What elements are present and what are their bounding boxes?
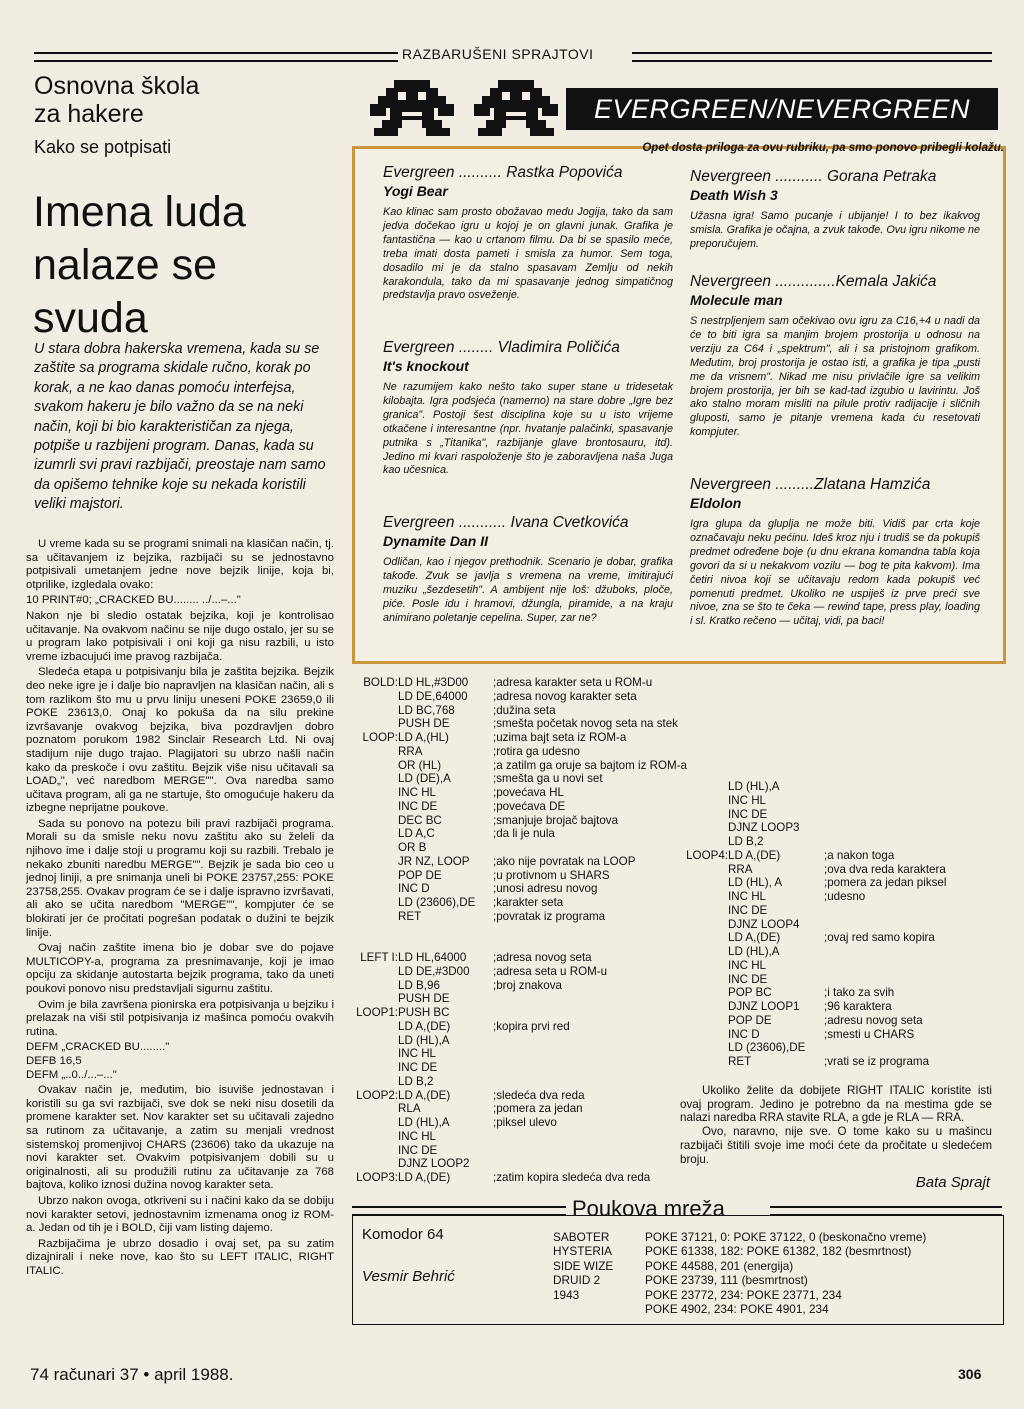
code-label — [680, 931, 728, 945]
code-label — [340, 759, 398, 773]
code-comment — [493, 1006, 687, 1020]
code-line — [398, 924, 475, 938]
code-comment: ;adresa karakter seta u ROM-u — [493, 676, 653, 689]
code-comment — [824, 835, 946, 849]
code-label — [680, 959, 728, 973]
code-comment: ;smesti u CHARS — [824, 1027, 915, 1041]
review-head: Evergreen ........... Ivana Cvetkovića — [383, 514, 629, 531]
code-line: INC HL — [398, 1129, 437, 1143]
review-item — [383, 164, 673, 303]
review-item — [383, 514, 673, 626]
code-label — [680, 1000, 728, 1014]
sprite-icon — [366, 80, 458, 136]
code-comment — [493, 1061, 687, 1075]
code-comment: ;povećava HL — [493, 786, 564, 799]
code-label — [340, 800, 398, 814]
sprite-icon — [470, 80, 562, 136]
poukova-games — [553, 1230, 613, 1302]
code-label — [340, 1075, 398, 1089]
code-comment: ;piksel ulevo — [493, 1116, 557, 1129]
review-text: Odličan, kao i njegov prethodnik. Scenario je dobar, grafika takođe. Zvuk se javlja s vremena na vreme, imitirajući muziku „šezdesetih". A ambijent nije loš: džuboks, ploče, piće. Posle idu i hramovi, džungla, piramide, a na kraju animirano poletanje cepelina. Super, zar ne? — [383, 556, 673, 624]
code-label: BOLD: — [363, 676, 398, 689]
code-label — [680, 973, 728, 987]
code-line: LD A,C — [398, 827, 435, 841]
code-comment — [824, 945, 946, 959]
review-title: Molecule man — [690, 292, 783, 308]
review-text: Užasna igra! Samo pucanje i ubijanje! I to bez ikakvog smisla. Grafika je očajna, a zvuk takođe. Ovu igru nikome ne preporučujem. — [690, 210, 980, 250]
code-label — [680, 808, 728, 822]
code-line: INC DE — [728, 807, 768, 821]
body-paragraph: Sledeća etapa u potpisivanju bila je zaštita bejzika. Bejzik deo neke igre je i dalje bio napravljen na klasičan način, ali s tom razlikom što mu u prvu liniju uneseni POKE 23659,0 ili POKE 23613,0. Onaj ko pokuša da na silu prekine izvršavanje ovakvog bejzika, biva pozdravljen dobro poznatom porukom 1982 Sinclair Research Ltd. Ni ovaj stadijum nije dugo trajao. Plagijatori su ubrzo našli način kako da preskoče i ovu zaštitu. Bejzik više nisu učitavali sa LOAD„", već naredbom MERGE"". Ova naredba samo učitava program, ali ga ne startuje, što omogućuje hakeru da izbegne neprijatne poukove. — [26, 666, 334, 815]
reviews-note: Opet dosta priloga za ovu rubriku, pa smo ponovo pribegli kolažu. — [642, 142, 1004, 154]
code-label — [340, 704, 398, 718]
code-label — [340, 827, 398, 841]
code-comment: ;adresa novog karakter seta — [493, 689, 637, 703]
article-subtitle: Kako se potpisati — [34, 137, 172, 157]
code-line: LD B,96 — [398, 978, 440, 992]
code-comment: ;dužina seta — [493, 703, 556, 717]
code-comment: ;kopira prvi red — [493, 1019, 570, 1033]
code-comment: ;povećava DE — [493, 799, 566, 813]
code-label — [680, 780, 728, 794]
code-label — [340, 1130, 398, 1144]
code-comment — [824, 808, 946, 822]
poke-line: POKE 4902, 234: POKE 4901, 234 — [645, 1302, 829, 1317]
code-label — [680, 1028, 728, 1042]
poukova-title: Poukova mreža — [566, 1196, 731, 1222]
code-comment: ;zatim kopira sledeća dva reda — [493, 1171, 651, 1184]
code-label — [340, 855, 398, 869]
code-label — [340, 910, 398, 924]
code-line: INC HL — [728, 890, 767, 903]
code-comment: ;unosi adresu novog — [493, 882, 598, 896]
code-label: LOOP: — [362, 731, 398, 744]
body-paragraph: Ovim je bila završena pionirska era potpisivanja u bejziku i prelazak na viši stil potpisivanja iz mašinca pomoću ovakvih rutina. — [26, 998, 334, 1038]
code-line: LD A,(DE) — [398, 1088, 451, 1102]
code-line: LD (HL), A — [728, 876, 783, 890]
code-comment — [493, 937, 687, 951]
body-code: 10 PRINT#0; „CRACKED BU........ ../...–..." — [26, 594, 241, 607]
review-text: Igra glupa da gluplja ne može biti. Vidiš par crta koje označavaju neku pećinu. Ideš kroz nju i trudiš se da pokupiš predmet određene boje (u dnu ekrana komandna tabla koja govori da si u nekakvom vozilu — bog te pita kakvom). Ima četiri nivoa koji se učitavaju redom kada pokupiš već pomenuti predmet. Ukoliko ne uspiješ iz prve preći sve nivoe, zna se što te čeka — rewind tape, press play, loading i sl. Kratko rečeno — učitaj, vidi, pa baci! — [690, 518, 980, 628]
code-line: INC HL — [728, 793, 767, 807]
code-line: LD B,2 — [398, 1074, 434, 1088]
code-label — [340, 992, 398, 1006]
code-comment — [493, 1130, 687, 1144]
code-line: RRA — [398, 744, 423, 758]
code-line: POP BC — [728, 986, 772, 1000]
closing-paragraph: Ovo, naravno, nije sve. O tome kako su u mašincu razbijači štitili svoje ime moći ćete da pročitate u sledećem broju. — [680, 1125, 992, 1166]
code-label — [340, 1061, 398, 1075]
code-label — [680, 863, 728, 877]
game-name: SIDE WIZE — [553, 1258, 614, 1273]
section-name: RAZBARUŠENI SPRAJTOVI — [398, 46, 598, 62]
article-lead: U stara dobra hakerska vremena, kada su se zaštite sa programa skidale ručno, korak po korak, a ne kao danas pomoću interfejsa, svakom hakeru je bilo važno da se na neki način, koji bi bio karakterističan za njega, potpiše u razbijeni program. Danas, kada su izumrli svi pravi razbijači, preostaje nam samo da opišemo tehnike koje su nekada koristili veliki majstori. — [34, 341, 326, 513]
poke-line: POKE 23739, 111 (besmrtnost) — [645, 1273, 808, 1288]
listing1-comments — [493, 676, 687, 1185]
code-comment — [824, 1041, 946, 1055]
code-line: PUSH BC — [398, 1006, 450, 1019]
poukova-pokes — [645, 1230, 926, 1316]
code-label — [340, 717, 398, 731]
code-comment — [493, 1157, 687, 1171]
poukova-machine: Komodor 64 — [362, 1226, 444, 1243]
poke-line: POKE 37121, 0: POKE 37122, 0 (beskonačno vreme) — [645, 1230, 927, 1244]
code-comment: ;a zatilm ga oruje sa bajtom iz ROM-a — [493, 758, 687, 772]
code-line: INC DE — [398, 1061, 438, 1074]
code-label: LOOP4: — [686, 848, 728, 862]
code-line: LD (HL),A — [728, 780, 780, 793]
game-name: HYSTERIA — [553, 1244, 612, 1259]
body-paragraph: Razbijačima je ubrzo dosadio i ovaj set, pa su zatim dizajnirali i neke nove, kao što su LEFT ITALIC, RIGHT ITALIC. — [26, 1237, 334, 1277]
code-line: INC HL — [728, 958, 767, 972]
review-item — [383, 339, 673, 478]
code-comment: ;adresu novog seta — [824, 1013, 923, 1027]
code-comment: ;ako nije povratak na LOOP — [493, 854, 636, 868]
review-head: Evergreen ........ Vladimira Poličića — [383, 339, 620, 356]
code-comment — [493, 992, 687, 1006]
code-comment: ;smanjuje brojač bajtova — [493, 813, 619, 827]
code-label — [340, 745, 398, 759]
game-name: 1943 — [553, 1287, 580, 1302]
code-comment: ;96 karaktera — [824, 1000, 892, 1013]
body-paragraph: Ubrzo nakon ovoga, otkriveni su i načini kako da se dobiju novi karakter setovi, jednostavnim izmenama onog iz ROM-a. Jedan od tih je i BOLD, čiji vam listing dajemo. — [26, 1194, 334, 1235]
code-line: INC HL — [398, 1047, 437, 1061]
code-comment — [493, 1047, 687, 1061]
closing-text — [680, 1084, 992, 1166]
game-name: DRUID 2 — [553, 1273, 601, 1288]
closing-paragraph: Ukoliko želite da dobijete RIGHT ITALIC koristite isti ovaj program. Jedino je potrebno da na mestima gde se nalazi naredba RRA stavite RLA, a gde je RLA — RRA. — [680, 1084, 992, 1125]
code-comment: ;povratak iz programa — [493, 909, 606, 923]
code-label — [340, 1020, 398, 1034]
code-comment: ;udesno — [824, 890, 866, 903]
code-line: LD A,(DE) — [398, 1171, 451, 1184]
code-label — [680, 986, 728, 1000]
code-line: LD HL,#3D00 — [398, 676, 469, 689]
article-kicker: Osnovna škola za hakere — [34, 72, 200, 128]
code-label — [680, 876, 728, 890]
review-item — [690, 273, 980, 440]
code-comment — [493, 1034, 687, 1048]
code-label — [340, 965, 398, 979]
code-label — [340, 924, 398, 938]
review-head: Evergreen .......... Rastka Popovića — [383, 164, 623, 181]
code-label — [340, 979, 398, 993]
code-line: LD (23606),DE — [728, 1041, 806, 1055]
article-body — [26, 538, 334, 1280]
code-label — [340, 1144, 398, 1158]
code-label: LOOP1: — [356, 1006, 398, 1019]
code-comment: ;i tako za svih — [824, 986, 895, 1000]
review-head: Nevergreen ..............Kemala Jakića — [690, 273, 937, 290]
code-label — [340, 814, 398, 828]
code-line: PUSH DE — [398, 992, 450, 1006]
code-line: PUSH DE — [398, 717, 450, 731]
code-line: RET — [728, 1055, 752, 1068]
code-line: INC HL — [398, 786, 437, 799]
code-comment — [493, 924, 687, 938]
code-label — [340, 1116, 398, 1130]
header-rule-right — [632, 52, 992, 62]
code-line: INC DE — [398, 799, 438, 813]
body-paragraph: Sada su ponovo na potezu bili pravi razbijači programa. Morali su da smisle neku novu zaštitu ako su želeli da njihovo ime i dalje stoji u programu koji su razbili. Trebalo je nekako zbuniti naredbu MERGE"". Bejzik je sada bio ceo u jednoj liniji, a pre snimanja uneli bi POKE 23757,255: POKE 23758,255. Ovakav program će se i dalje ispravno izvršavati, ali ako se učita naredbom "MERGE"", kompjuter će se blokirati jer će pročitati pogrešan podatak o dužini te bejzik linije. — [26, 817, 334, 939]
code-comment: ;karakter seta — [493, 896, 564, 909]
listing1-instructions — [398, 676, 475, 1185]
code-line: DEC BC — [398, 813, 442, 827]
body-paragraph: Ovaj način zaštite imena bio je dobar sve do pojave MULTICOPY-a, programa za presnimavanje, koji je imao opciju za skidanje autostarta bejzik programa, tako da uneti poukovi ponovo nisu predstavljali sigurnu zaštitu. — [26, 942, 334, 995]
code-label — [680, 945, 728, 959]
code-label — [340, 772, 398, 786]
header-rule-left — [34, 52, 398, 62]
code-comment: ;pomera za jedan piksel — [824, 876, 947, 890]
review-head: Nevergreen ........... Gorana Petraka — [690, 168, 937, 185]
code-comment: ;a nakon toga — [824, 848, 895, 862]
code-label — [340, 1034, 398, 1048]
code-line — [398, 937, 475, 951]
review-title: Dynamite Dan II — [383, 533, 489, 549]
code-line: DJNZ LOOP2 — [398, 1157, 470, 1171]
evergreen-banner: EVERGREEN/NEVERGREEN — [566, 88, 998, 130]
code-label — [680, 1041, 728, 1055]
code-label — [680, 1014, 728, 1028]
code-line: LD A,(DE) — [728, 848, 781, 862]
code-label — [680, 1055, 728, 1069]
code-line: OR B — [398, 841, 427, 854]
page-number: 306 — [958, 1366, 982, 1382]
code-line: OR (HL) — [398, 758, 442, 772]
code-label — [680, 835, 728, 849]
review-text: Kao klinac sam prosto obožavao medu Jogija, tako da sam jedva dočekao igru u kojoj je on glavni junak. Grafika je fantastična — kao u crtanom filmu. Da bi se spasilo meće, treba imati dosta pameti i smisla za humor. Sem toga, dosadilo mi je da stalno spasavam Zemlju od nekih karakondula, tako da mi spasavanje jednog simpatičnog predstavlja pravo osveženje. — [383, 206, 673, 302]
code-comment — [824, 821, 946, 835]
article-headline: Imena luda nalaze se svuda — [33, 188, 246, 342]
body-paragraph: Nakon nje bi sledio ostatak bejzika, koji je kontrolisao učitavanje. Na ovakvom načinu se nije dugo ostalo, jer su se u program lako potpisivali i oni koji ga nisu razbili, u isto vreme izbacujući ime pravog razbijača. — [26, 609, 334, 663]
code-comment — [493, 841, 687, 855]
listing2-instructions — [728, 780, 805, 1069]
body-paragraph: Ovakav način je, međutim, bio isuviše jednostavan i koristili su ga svi razbijači, sve dok se neki nisu dosetili da promene karakter set. Nov karakter set su učitavali zajedno sa rutinom za učitavanje, a zatim su menjali vrednost sistemskoj promenjivoj CHARS (23606) tako da ukazuje na novi karakter set. Ovakvim potpisivanjem dobili su u originalnosti, ali su produžili rutinu za učitavanje za 768 bajtova, koliko iznosi dužina novog karakter seta. — [26, 1084, 334, 1192]
code-line: LD (DE),A — [398, 772, 451, 786]
footer-issue: 74 računari 37 • april 1988. — [30, 1365, 234, 1384]
code-line: LD A,(HL) — [398, 731, 449, 744]
code-line: LD (HL),A — [398, 1116, 450, 1129]
code-label — [340, 786, 398, 800]
code-label — [680, 821, 728, 835]
poke-line: POKE 23772, 234: POKE 23771, 234 — [645, 1287, 842, 1302]
code-line: LD A,(DE) — [728, 931, 781, 945]
code-comment: ;vrati se iz programa — [824, 1055, 930, 1068]
review-title: Eldolon — [690, 495, 742, 511]
code-label — [340, 896, 398, 910]
code-comment — [824, 794, 946, 808]
code-comment: ;adresa novog seta — [493, 951, 592, 964]
code-label — [340, 869, 398, 883]
code-label: LOOP3: — [356, 1171, 398, 1184]
code-comment: ;broj znakova — [493, 978, 562, 992]
code-comment: ;rotira ga udesno — [493, 744, 581, 758]
poke-line: POKE 61338, 182: POKE 61382, 182 (besmrtnost) — [645, 1244, 912, 1259]
code-line: LD HL,64000 — [398, 951, 467, 964]
code-line: LD BC,768 — [398, 703, 455, 717]
code-label — [340, 1157, 398, 1171]
code-comment — [824, 959, 946, 973]
code-label — [680, 918, 728, 932]
author-signature: Bata Sprajt — [915, 1174, 990, 1191]
code-comment: ;smešta ga u novi set — [493, 772, 603, 786]
code-line: RRA — [728, 862, 753, 876]
code-comment — [824, 973, 946, 987]
code-comment: ;adresa seta u ROM-u — [493, 964, 608, 978]
code-label — [680, 890, 728, 904]
code-line: POP DE — [398, 868, 442, 882]
review-head: Nevergreen .........Zlatana Hamzića — [690, 476, 931, 493]
review-text: Ne razumijem kako nešto tako super stane u tridesetak kilobajta. Igra podsjeća (namerno) na stare dobre „Igre bez granica". Postoji šest disciplina koje su u isto vrijeme otkačene i interesantne (npr. hvatanje palačinki, spasavanje putnika s „Titanika", razbijanje glave brontosauru, itd). Jedino mi kvari raspoloženje što je zaboravljena naša Juga kao učesnica. — [383, 381, 673, 477]
body-code: DEFM „CRACKED BU........" DEFB 16,5 DEFM „..0../...–..." — [26, 1041, 170, 1081]
code-comment: ;da li je nula — [493, 827, 555, 841]
code-line: LD DE,64000 — [398, 689, 468, 703]
code-comment: ;smešta početak novog seta na stek — [493, 717, 678, 731]
poukova-author: Vesmir Behrić — [362, 1268, 455, 1285]
code-comment: ;u protivnom u SHARS — [493, 868, 610, 882]
code-comment: ;uzima bajt seta iz ROM-a — [493, 731, 627, 744]
code-label — [340, 690, 398, 704]
code-comment — [824, 904, 946, 918]
code-label: LOOP2: — [356, 1088, 398, 1102]
code-line: LD (23606),DE — [398, 896, 476, 909]
code-line: INC DE — [728, 903, 768, 917]
code-line: RLA — [398, 1102, 421, 1116]
code-line: INC D — [398, 882, 430, 896]
code-line: LD A,(DE) — [398, 1019, 451, 1033]
review-text: S nestrpljenjem sam očekivao ovu igru za C16,+4 u nadi da će to biti igra sa manjim brojem prostorija u odnosu na verziju za C64 i „spektrum", ali i sa pristojnom grafikom. Međutim, broj prostorija je ostao isti, a grafika je tipa „pusti me da vrisnem". Nikad me nisu privlačile igre sa velikim brojem prostorija, jer bih se kad-tad izgubio u lavirintu. Još ako stalno moram misliti na pilule protiv radijacije i sličnih gluposti, samo je pitanje vremena kada ću resetovati kompjuter. — [690, 315, 980, 439]
code-line: INC DE — [728, 972, 768, 986]
review-title: Yogi Bear — [383, 183, 448, 199]
body-paragraph: U vreme kada su se programi snimali na klasičan način, tj. sa učitavanjem iz bejzika, razbijači su se jednostavno potpisivali umetanjem jedne nove bejzik linije, koja bi, otprilike, izgledala ovako: — [26, 538, 334, 591]
review-title: It's knockout — [383, 358, 469, 374]
code-comment — [493, 1144, 687, 1158]
code-comment — [824, 918, 946, 932]
code-comment: ;ovaj red samo kopira — [824, 931, 935, 945]
game-name: SABOTER — [553, 1230, 610, 1244]
code-line: INC D — [728, 1027, 760, 1041]
code-line: JR NZ, LOOP — [398, 854, 470, 868]
code-comment — [493, 1075, 687, 1089]
code-comment: ;pomera za jedan — [493, 1102, 583, 1116]
code-line: LD B,2 — [728, 835, 764, 848]
poke-line: POKE 44588, 201 (energija) — [645, 1258, 794, 1273]
code-line: DJNZ LOOP4 — [728, 917, 800, 931]
review-item — [690, 168, 980, 252]
code-label — [340, 1047, 398, 1061]
code-label — [340, 841, 398, 855]
code-label — [680, 794, 728, 808]
code-comment: ;ova dva reda karaktera — [824, 862, 946, 876]
code-label — [340, 937, 398, 951]
listing2-labels — [680, 780, 728, 1069]
code-line: LD (HL),A — [398, 1033, 450, 1047]
code-label: LEFT I: — [360, 951, 398, 964]
review-item — [690, 476, 980, 629]
code-line: RET — [398, 909, 422, 923]
listing2-comments — [824, 780, 946, 1069]
code-line: INC DE — [398, 1143, 438, 1157]
code-label — [340, 882, 398, 896]
code-line: POP DE — [728, 1013, 772, 1027]
code-comment: ;sledeća dva reda — [493, 1088, 585, 1102]
review-title: Death Wish 3 — [690, 187, 778, 203]
code-line: DJNZ LOOP3 — [728, 821, 800, 835]
code-line: DJNZ LOOP1 — [728, 1000, 800, 1013]
listing1-labels — [340, 676, 398, 1185]
code-label — [340, 1102, 398, 1116]
code-comment — [824, 780, 946, 794]
code-line: LD (HL),A — [728, 945, 780, 958]
code-line: LD DE,#3D00 — [398, 964, 470, 978]
code-label — [680, 904, 728, 918]
